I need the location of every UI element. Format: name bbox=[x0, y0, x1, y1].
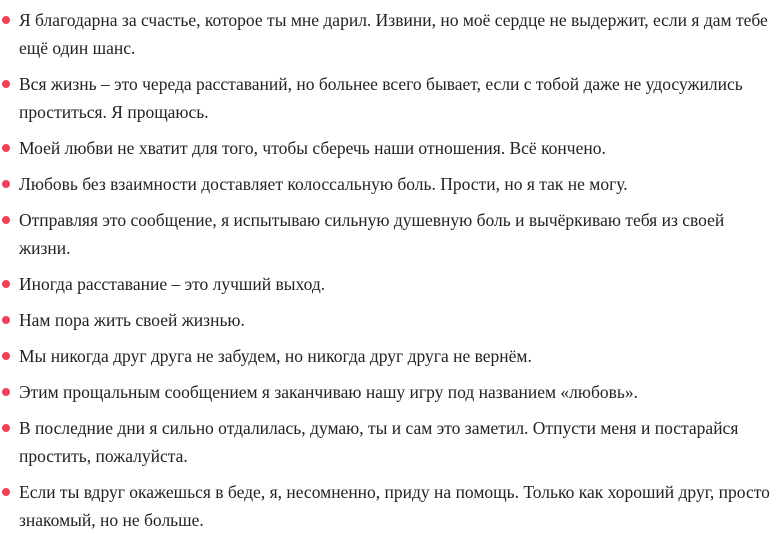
bullet-icon bbox=[2, 352, 10, 360]
list-item-text: В последние дни я сильно отдалилась, думаю, ты и сам это заметил. Отпусти меня и постарайся простить, пожалуйста. bbox=[19, 418, 739, 466]
list-item-text: Если ты вдруг окажешься в беде, я, несомненно, приду на помощь. Только как хороший друг, просто знакомый, но не больше. bbox=[19, 482, 770, 530]
list-item-text: Любовь без взаимности доставляет колоссальную боль. Прости, но я так не могу. bbox=[19, 174, 628, 194]
list-item-text: Я благодарна за счастье, которое ты мне дарил. Извини, но моё сердце не выдержит, если я дам тебе ещё один шанс. bbox=[19, 10, 768, 58]
list-item bbox=[0, 134, 782, 162]
bullet-icon bbox=[2, 488, 10, 496]
bullet-icon bbox=[2, 80, 10, 88]
bullet-icon bbox=[2, 144, 10, 152]
bullet-icon bbox=[2, 180, 10, 188]
list-item-text: Иногда расставание – это лучший выход. bbox=[19, 274, 326, 294]
list-item bbox=[0, 206, 782, 262]
bullet-icon bbox=[2, 316, 10, 324]
list-item bbox=[0, 270, 782, 298]
list-item-text: Нам пора жить своей жизнью. bbox=[19, 310, 245, 330]
list-item-text: Мы никогда друг друга не забудем, но никогда друг друга не вернём. bbox=[19, 346, 532, 366]
list-item-text: Моей любви не хватит для того, чтобы сберечь наши отношения. Всё кончено. bbox=[19, 138, 606, 158]
bullet-icon bbox=[2, 424, 10, 432]
list-item bbox=[0, 6, 782, 62]
bullet-icon bbox=[2, 16, 10, 24]
list-item bbox=[0, 414, 782, 470]
list-item bbox=[0, 170, 782, 198]
list-item bbox=[0, 306, 782, 334]
bullet-icon bbox=[2, 280, 10, 288]
bullet-icon bbox=[2, 216, 10, 224]
list-item-text: Этим прощальным сообщением я заканчиваю нашу игру под названием «любовь». bbox=[19, 382, 638, 402]
list-item bbox=[0, 478, 782, 534]
list-item-text: Вся жизнь – это череда расставаний, но больнее всего бывает, если с тобой даже не удосужились проститься. Я прощаюсь. bbox=[19, 74, 743, 122]
bullet-icon bbox=[2, 388, 10, 396]
list-item bbox=[0, 342, 782, 370]
list-item bbox=[0, 70, 782, 126]
list-item bbox=[0, 378, 782, 406]
list-item-text: Отправляя это сообщение, я испытываю сильную душевную боль и вычёркиваю тебя из своей жизни. bbox=[19, 210, 725, 258]
